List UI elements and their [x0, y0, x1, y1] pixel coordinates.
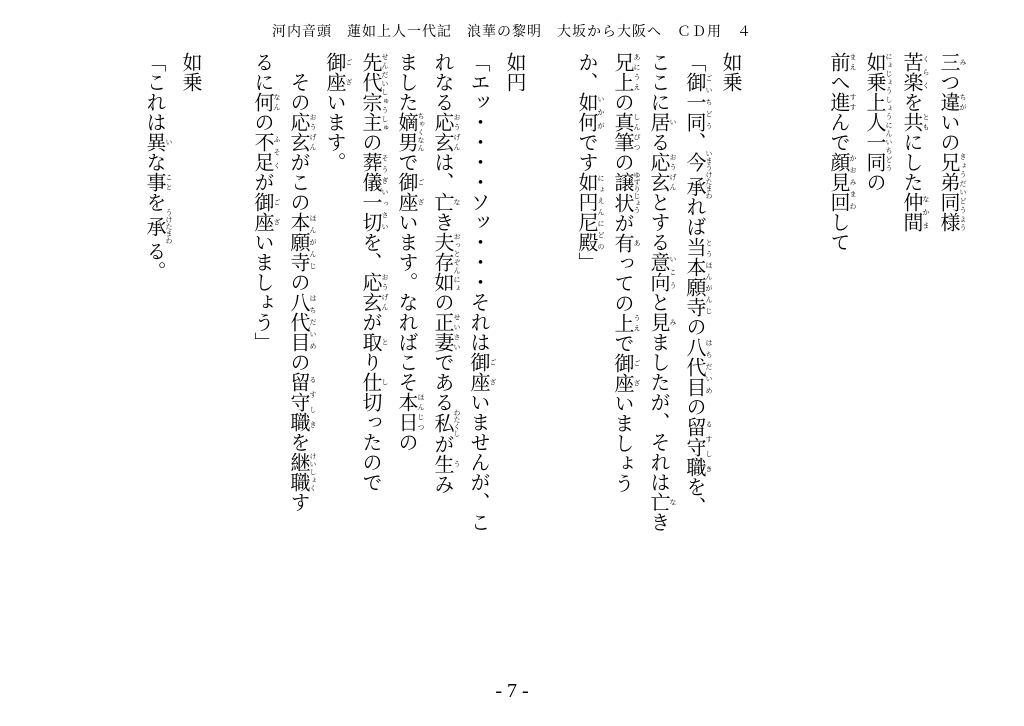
ruby-word	[323, 52, 353, 92]
ruby-word	[611, 233, 641, 253]
text-run: を	[287, 432, 311, 452]
furigana: にょえんにどの	[597, 172, 605, 252]
furigana: ごいちどう	[705, 72, 713, 132]
ruby-base: 今承	[683, 149, 707, 199]
ruby-base: 葬儀一切	[359, 152, 383, 232]
ruby-word	[611, 353, 641, 393]
ruby-base: 異	[143, 132, 167, 152]
furigana: ござ	[417, 172, 425, 212]
text-column	[856, 52, 894, 672]
ruby-base: 上	[611, 313, 635, 333]
furigana: おうげん	[669, 152, 677, 192]
text-run: ここに	[647, 52, 671, 112]
ruby-word	[251, 92, 281, 112]
text-run: ました	[395, 52, 419, 112]
ruby-word	[431, 454, 461, 474]
text-column	[568, 52, 606, 672]
text-run: 如乗	[179, 52, 203, 92]
text-run: います。なればこそ	[395, 212, 419, 392]
text-column	[820, 52, 858, 672]
ruby-base: 違	[937, 92, 961, 112]
ruby-base: 事	[143, 172, 167, 192]
text-run: とする	[647, 192, 671, 252]
text-run: んで	[827, 112, 851, 152]
ruby-base: 仕	[359, 372, 383, 392]
text-column	[930, 52, 968, 672]
text-column	[316, 52, 354, 672]
text-column	[352, 52, 390, 672]
ruby-base: 亡	[647, 492, 671, 512]
furigana: み	[959, 52, 967, 72]
furigana: すす	[849, 92, 857, 112]
text-run: その	[287, 52, 311, 112]
ruby-base: 仲間	[900, 192, 924, 232]
ruby-word	[287, 372, 317, 432]
text-run: るに	[251, 52, 275, 92]
text-run: 「	[683, 52, 707, 72]
ruby-base: 本日	[395, 392, 419, 432]
furigana: せいさい	[453, 312, 461, 352]
text-run: る	[647, 132, 671, 152]
furigana: み	[669, 312, 677, 332]
furigana: と	[381, 332, 389, 352]
ruby-word	[647, 152, 677, 192]
page-number: - 7 -	[495, 680, 529, 702]
ruby-word	[683, 336, 713, 397]
furigana: ござ	[273, 192, 281, 232]
ruby-base: 承	[143, 209, 167, 244]
ruby-word	[937, 52, 967, 72]
furigana: にょじょうしょうにんいちどう	[885, 52, 893, 172]
ruby-word	[575, 92, 605, 132]
ruby-word	[287, 112, 317, 152]
furigana: ちゃくなん	[417, 112, 425, 152]
ruby-base: 取	[359, 332, 383, 352]
ruby-word	[900, 192, 930, 232]
furigana: しんぴつ	[633, 112, 641, 152]
ruby-base: 意向	[647, 252, 671, 292]
furigana: うえ	[633, 313, 641, 333]
ruby-base: 亡	[431, 192, 455, 212]
text-run: み	[431, 474, 455, 494]
text-run: れば	[683, 196, 707, 237]
furigana: わたくし	[453, 409, 461, 437]
text-run: で	[395, 152, 419, 172]
ruby-base: 御座	[395, 172, 419, 212]
text-run: の	[611, 152, 635, 172]
ruby-base: 前	[827, 52, 851, 72]
ruby-word	[359, 152, 389, 232]
ruby-word	[359, 332, 389, 352]
text-run: 」	[575, 252, 599, 272]
text-run: 「エッ・・・・ソッ・・・それは	[467, 52, 491, 352]
text-run: 、	[683, 132, 707, 152]
ruby-word	[647, 252, 677, 292]
furigana: あ	[633, 233, 641, 253]
ruby-base: 兄弟同様	[937, 152, 961, 232]
text-run: して	[827, 212, 851, 252]
ruby-word	[143, 132, 173, 152]
ruby-word	[395, 112, 425, 152]
ruby-base: 苦楽	[900, 52, 924, 92]
ruby-base: 如円尼殿	[575, 172, 599, 252]
furigana: い	[669, 112, 677, 132]
text-run: は、	[431, 152, 455, 192]
furigana: な	[453, 192, 461, 212]
text-run: の	[431, 292, 455, 312]
ruby-word	[683, 416, 713, 477]
text-run: り	[359, 352, 383, 372]
furigana: いこう	[669, 252, 677, 292]
text-column	[640, 52, 678, 672]
ruby-word	[359, 52, 389, 132]
text-run: いましょう	[611, 393, 635, 493]
ruby-word	[683, 236, 713, 317]
ruby-word	[647, 312, 677, 332]
furigana: う	[453, 454, 461, 474]
furigana: るすしき	[705, 416, 713, 477]
ruby-base: 応玄	[287, 112, 311, 152]
text-run: 如円	[503, 52, 527, 92]
text-run: が	[359, 312, 383, 332]
furigana: し	[381, 372, 389, 392]
furigana: おっとぞんにょ	[453, 232, 461, 292]
ruby-word	[287, 292, 317, 352]
text-run: の	[395, 432, 419, 452]
text-run: の	[359, 132, 383, 152]
ruby-word	[431, 192, 461, 212]
text-run: の	[287, 272, 311, 292]
text-run: の	[287, 352, 311, 372]
ruby-base: 如乗上人一同	[863, 52, 887, 172]
ruby-base: 正妻	[431, 312, 455, 352]
furigana: こと	[165, 172, 173, 192]
ruby-word	[431, 409, 461, 437]
ruby-word	[143, 209, 173, 244]
ruby-base: 三	[937, 52, 961, 72]
text-run: か、	[575, 52, 599, 92]
furigana: な	[669, 492, 677, 512]
text-run: ましたが、それは	[647, 332, 671, 492]
ruby-word	[900, 112, 930, 132]
ruby-base: 共	[900, 112, 924, 132]
ruby-word	[611, 112, 641, 152]
ruby-word	[827, 52, 857, 72]
furigana: きょうだいどうよう	[959, 152, 967, 232]
text-run: を、	[359, 232, 383, 272]
text-run: な	[143, 152, 167, 172]
ruby-word	[287, 452, 317, 492]
text-run: と	[647, 292, 671, 312]
text-column	[280, 52, 318, 672]
furigana: ほんがんじ	[309, 212, 317, 272]
text-run: の	[683, 396, 707, 417]
furigana: いまうけたまわ	[705, 149, 713, 199]
ruby-base: 私	[431, 409, 455, 437]
furigana: ほんじつ	[417, 392, 425, 432]
ruby-base: 顔見回	[827, 152, 851, 212]
ruby-word	[827, 92, 857, 112]
ruby-word	[827, 152, 857, 212]
text-run: を、	[683, 476, 707, 517]
text-column	[496, 52, 534, 672]
text-run: 如乗	[719, 52, 743, 92]
ruby-base: 真筆	[611, 112, 635, 152]
ruby-word	[937, 152, 967, 232]
text-run: き	[431, 212, 455, 232]
text-run: 切ったので	[359, 392, 383, 492]
text-column	[172, 52, 210, 672]
ruby-word	[251, 132, 281, 172]
ruby-base: 進	[827, 92, 851, 112]
furigana: くらく	[922, 52, 930, 92]
furigana: せんだいしゅうしゅ	[381, 52, 389, 132]
ruby-word	[287, 212, 317, 272]
ruby-word	[431, 112, 461, 152]
text-run: の	[611, 92, 635, 112]
text-column	[244, 52, 282, 672]
ruby-word	[431, 232, 461, 292]
furigana: い	[165, 132, 173, 152]
text-column	[460, 52, 498, 672]
text-run: で	[611, 333, 635, 353]
ruby-base: 八代目	[683, 336, 707, 397]
ruby-base: 御座	[251, 192, 275, 232]
furigana: なん	[273, 92, 281, 112]
text-run: っての	[611, 253, 635, 313]
text-column	[893, 52, 931, 672]
text-run: いましょう」	[251, 232, 275, 352]
text-run: です	[575, 132, 599, 172]
text-column	[136, 52, 174, 672]
furigana: はちだいめ	[705, 336, 713, 397]
ruby-base: 留守職	[683, 416, 707, 477]
ruby-word	[683, 149, 713, 199]
ruby-word	[251, 192, 281, 232]
text-run: る。	[143, 241, 167, 281]
ruby-word	[900, 52, 930, 92]
ruby-base: 八代目	[287, 292, 311, 352]
furigana: けいしょく	[309, 452, 317, 492]
ruby-word	[611, 171, 641, 214]
furigana: おうげん	[309, 112, 317, 152]
ruby-base: 譲状	[611, 171, 635, 214]
text-run: す	[287, 492, 311, 512]
ruby-base: 不足	[251, 132, 275, 172]
ruby-base: 当本願寺	[683, 236, 707, 317]
ruby-word	[467, 352, 497, 392]
ruby-base: 先代宗主	[359, 52, 383, 132]
text-run: の	[863, 172, 887, 192]
ruby-base: 本願寺	[287, 212, 311, 272]
text-run: の	[251, 112, 275, 132]
ruby-base: 応玄	[359, 272, 383, 312]
furigana: なかま	[922, 192, 930, 232]
ruby-word	[863, 52, 893, 172]
ruby-word	[395, 392, 425, 432]
furigana: そうぎいっさい	[381, 152, 389, 232]
ruby-base: 居	[647, 112, 671, 132]
text-run: いの	[937, 112, 961, 152]
ruby-word	[431, 312, 461, 352]
furigana: おうげん	[453, 112, 461, 152]
ruby-base: 生	[431, 454, 455, 474]
furigana: ござ	[345, 52, 353, 92]
text-run: へ	[827, 72, 851, 92]
ruby-base: 見	[647, 312, 671, 332]
ruby-word	[647, 492, 677, 512]
ruby-word	[611, 313, 641, 333]
furigana: あにうえ	[633, 52, 641, 92]
furigana: とうほんがんじ	[705, 236, 713, 317]
ruby-word	[683, 72, 713, 132]
furigana: ござ	[633, 353, 641, 393]
ruby-base: 御座	[611, 353, 635, 393]
text-run: にした	[900, 132, 924, 192]
text-run: が	[611, 213, 635, 233]
ruby-word	[937, 92, 967, 112]
text-run: いませんが、こ	[467, 392, 491, 532]
ruby-base: 応玄	[431, 112, 455, 152]
ruby-word	[359, 372, 389, 392]
ruby-base: 御座	[323, 52, 347, 92]
ruby-word	[611, 52, 641, 92]
ruby-base: 兄上	[611, 52, 635, 92]
furigana: ふそく	[273, 132, 281, 172]
text-run: つ	[937, 72, 961, 92]
ruby-base: 応玄	[647, 152, 671, 192]
text-column	[604, 52, 642, 672]
furigana: まえ	[849, 52, 857, 72]
furigana: ちが	[959, 92, 967, 112]
ruby-base: 如何	[575, 92, 599, 132]
text-column	[388, 52, 426, 672]
text-column	[712, 52, 750, 672]
ruby-base: 御座	[467, 352, 491, 392]
text-run: れなる	[431, 52, 455, 112]
furigana: ござ	[489, 352, 497, 392]
ruby-base: 何	[251, 92, 275, 112]
text-run: がこの	[287, 152, 311, 212]
furigana: はちだいめ	[309, 292, 317, 352]
ruby-base: 留守職	[287, 372, 311, 432]
furigana: るすしき	[309, 372, 317, 432]
text-column	[424, 52, 462, 672]
text-run: が	[251, 172, 275, 192]
ruby-word	[575, 172, 605, 252]
ruby-base: 有	[611, 233, 635, 253]
text-run: の	[683, 316, 707, 337]
ruby-word	[143, 172, 173, 192]
page-header: 河内音頭 蓮如上人一代記 浪華の黎明 大坂から大阪へ ＣＤ用 ４	[272, 24, 752, 40]
text-run: が	[431, 434, 455, 454]
ruby-word	[647, 112, 677, 132]
ruby-base: 夫存如	[431, 232, 455, 292]
ruby-base: 御一同	[683, 72, 707, 132]
text-run: である	[431, 352, 455, 412]
ruby-base: 嫡男	[395, 112, 419, 152]
text-column	[676, 52, 714, 672]
furigana: とも	[922, 112, 930, 132]
text-run: を	[143, 192, 167, 212]
text-run: を	[900, 92, 924, 112]
ruby-word	[359, 272, 389, 312]
ruby-base: 継職	[287, 452, 311, 492]
text-run: います。	[323, 92, 347, 172]
ruby-word	[395, 172, 425, 212]
furigana: おうげん	[381, 272, 389, 312]
furigana: うけたまわ	[165, 209, 173, 244]
text-run: 「これは	[143, 52, 167, 132]
furigana: かおみまわ	[849, 152, 857, 212]
furigana: ゆずりじょう	[633, 171, 641, 214]
text-run: き	[647, 512, 671, 532]
furigana: いかが	[597, 92, 605, 132]
